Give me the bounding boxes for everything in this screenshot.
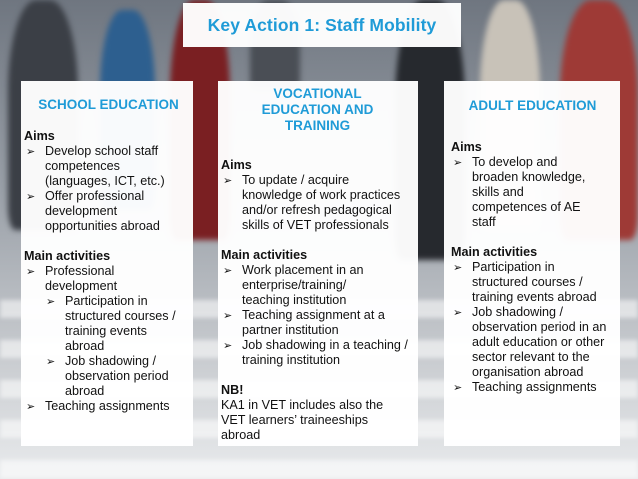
adult-aims-label: Aims [451,140,482,154]
adult-aims-list [451,155,620,230]
list-item: ➢ Professional development [24,264,193,294]
school-aims-label: Aims [24,129,55,143]
vet-aims-label: Aims [221,158,252,172]
list-item: ➢ Job shadowing / observation period abroad [44,354,193,399]
list-item: ➢ Offer professional development opportunities abroad [24,189,193,234]
adult-education-panel [444,81,620,446]
adult-activities-list [451,260,620,395]
vet-panel [218,81,418,446]
list-item: ➢ Develop school staff competences (languages, ICT, etc.) [24,144,193,189]
vet-aims-list [221,173,418,233]
school-activities-list-end [24,399,193,414]
list-item: ➢ Work placement in an enterprise/training/ teaching institution [221,263,418,308]
vet-nb-text: KA1 in VET includes also the VET learners’ traineeships abroad [221,398,384,442]
school-activities-label: Main activities [24,249,111,263]
school-activities-sublist [44,294,193,399]
school-aims-list [24,144,193,234]
school-education-heading: SCHOOL EDUCATION [38,97,179,112]
slide-title: Key Action 1: Staff Mobility [207,14,437,35]
list-item: ➢ Teaching assignments [24,399,193,414]
vet-heading: VOCATIONAL EDUCATION AND TRAINING [261,86,374,133]
adult-education-heading: ADULT EDUCATION [468,98,597,113]
school-activities-list [24,264,193,294]
list-item: ➢ Participation in structured courses / training events abroad [451,260,620,305]
adult-activities-label: Main activities [451,245,538,259]
vet-nb-label: NB! [221,383,244,397]
list-item: ➢ Job shadowing in a teaching / training institution [221,338,418,368]
list-item: ➢ Teaching assignments [451,380,620,395]
vet-activities-list [221,263,418,368]
list-item: ➢ Participation in structured courses / training events abroad [44,294,193,354]
school-education-panel [21,81,193,446]
list-item: ➢ Teaching assignment at a partner institution [221,308,418,338]
list-item: ➢ To develop and broaden knowledge, skills and competences of AE staff [451,155,620,230]
vet-activities-label: Main activities [221,248,308,262]
list-item: ➢ Job shadowing / observation period in an adult education or other sector relevant to the organisation abroad [451,305,620,380]
title-banner [183,3,461,47]
list-item: ➢ To update / acquire knowledge of work practices and/or refresh pedagogical skills of VET professionals [221,173,418,233]
